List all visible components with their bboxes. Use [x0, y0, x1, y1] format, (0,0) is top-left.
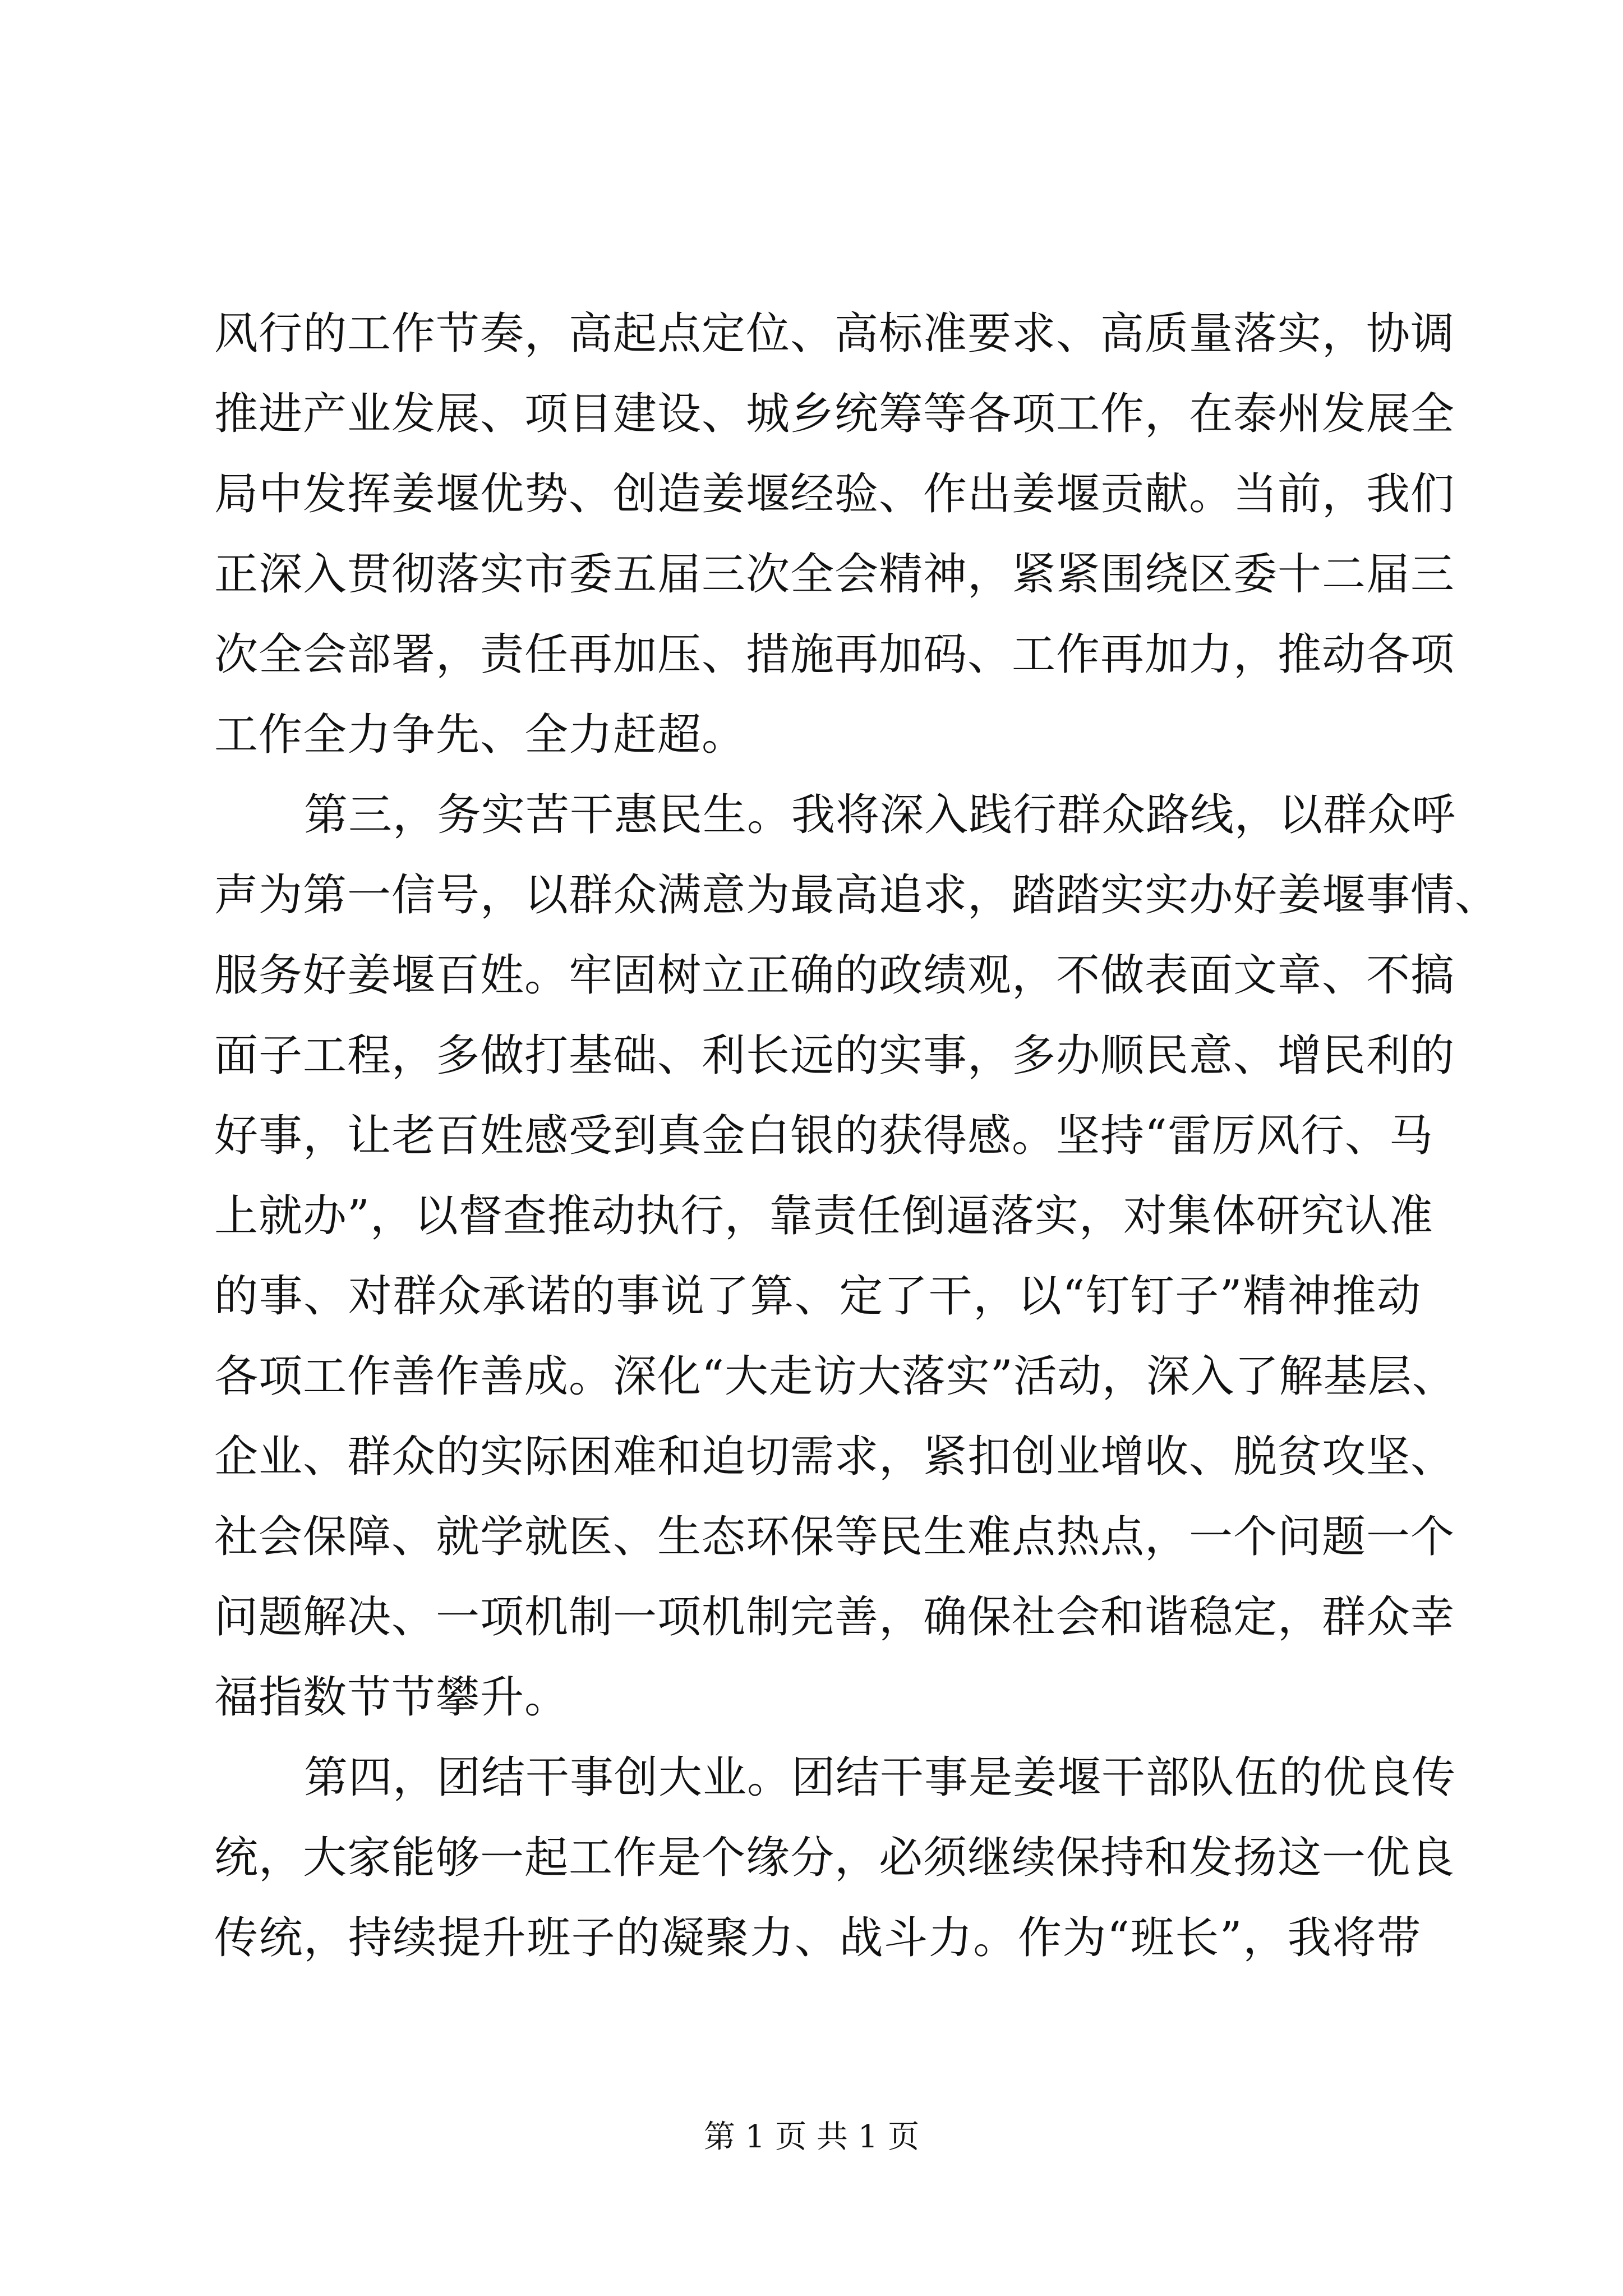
text-line: 各项工作善作善成。深化“大走访大落实”活动，深入了解基层、: [214, 1351, 1456, 1402]
text-line: 社会保障、就学就医、生态环保等民生难点热点，一个问题一个: [214, 1512, 1455, 1562]
page-footer: 第 1 页 共 1 页: [703, 2119, 920, 2155]
text-line: 正深入贯彻落实市委五届三次全会精神，紧紧围绕区委十二届三: [214, 549, 1455, 600]
text-line: 传统，持续提升班子的凝聚力、战斗力。作为“班长”，我将带: [214, 1913, 1421, 1963]
text-line: 工作全力争先、全力赶超。: [214, 710, 746, 760]
text-line: 问题解决、一项机制一项机制完善，确保社会和谐稳定，群众幸: [214, 1592, 1455, 1642]
text-line: 服务好姜堰百姓。牢固树立正确的政绩观，不做表面文章、不搞: [214, 950, 1455, 1001]
text-line: 次全会部署，责任再加压、措施再加码、工作再加力，推动各项: [214, 629, 1455, 680]
text-line: 福指数节节攀升。: [214, 1672, 569, 1723]
text-line: 的事、对群众承诺的事说了算、定了干，以“钉钉子”精神推动: [214, 1271, 1421, 1322]
text-line: 局中发挥姜堰优势、创造姜堰经验、作出姜堰贡献。当前，我们: [214, 469, 1455, 519]
text-line: 风行的工作节奏，高起点定位、高标准要求、高质量落实，协调: [214, 309, 1455, 359]
text-line: 企业、群众的实际困难和迫切需求，紧扣创业增收、脱贫攻坚、: [214, 1432, 1455, 1482]
text-line: 统，大家能够一起工作是个缘分，必须继续保持和发扬这一优良: [214, 1833, 1455, 1883]
text-line: 推进产业发展、项目建设、城乡统筹等各项工作，在泰州发展全: [214, 389, 1455, 439]
paragraph-start-line: 第三，务实苦干惠民生。我将深入践行群众路线，以群众呼: [304, 790, 1456, 840]
text-line: 面子工程，多做打基础、利长远的实事，多办顺民意、增民利的: [214, 1030, 1455, 1081]
text-line: 好事，让老百姓感受到真金白银的获得感。坚持“雷厉风行、马: [214, 1111, 1433, 1161]
text-line: 声为第一信号，以群众满意为最高追求，踏踏实实办好姜堰事情、: [214, 870, 1500, 921]
text-line: 上就办”，以督查推动执行，靠责任倒逼落实，对集体研究认准: [214, 1191, 1433, 1241]
paragraph-start-line: 第四，团结干事创大业。团结干事是姜堰干部队伍的优良传: [304, 1752, 1456, 1803]
